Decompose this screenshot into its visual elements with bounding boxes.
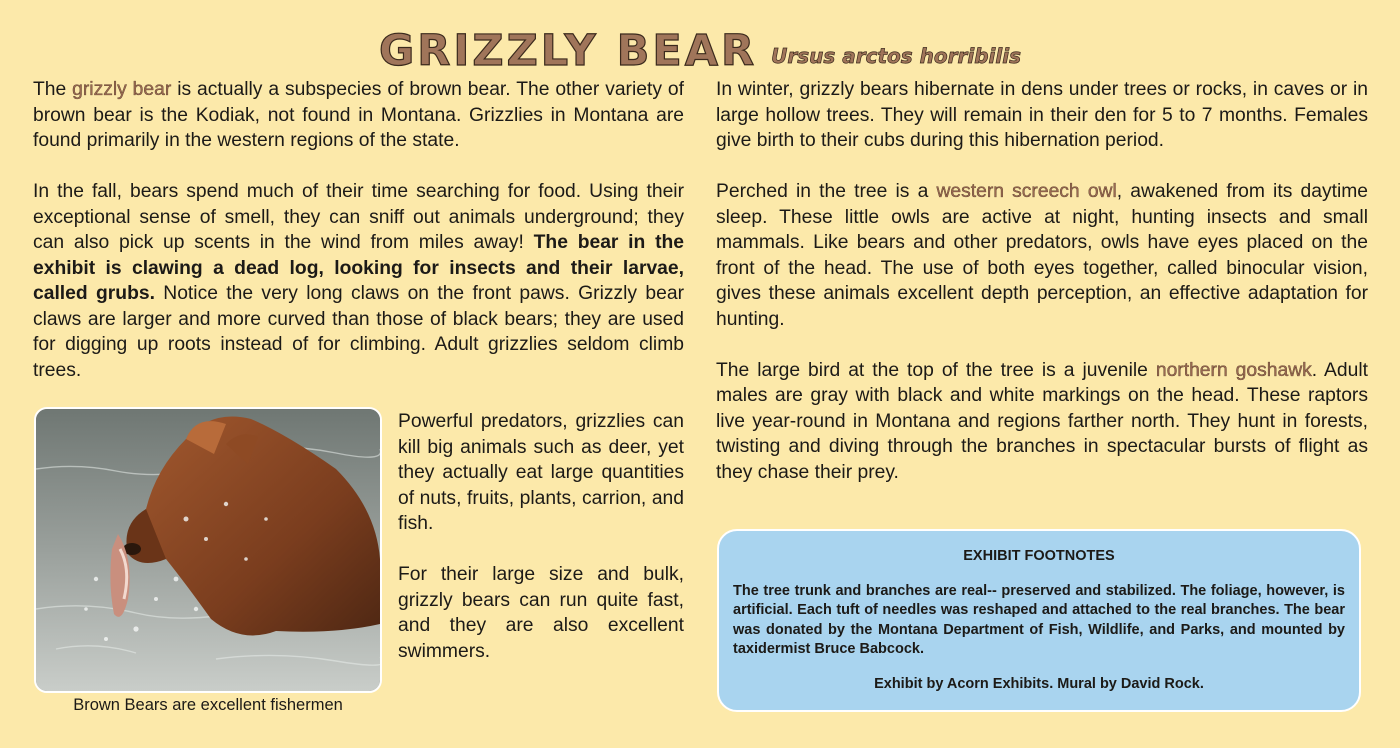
- exhibit-bold-text: The bear in the exhibit is clawing a dead log, looking for insects and their larvae, called grubs.: [33, 232, 684, 304]
- footnotes-body: The tree trunk and branches are real-- preserved and stabilized. The foliage, however, is artificial. Each tuft of needles was reshaped and attached to the real branches. The bear was donated by the Montana Department of Fish, Wildlife, and Parks, and mounted by taxidermist Bruce Babcock.: [733, 582, 1345, 657]
- owl-text-a: Perched in the tree is a: [716, 181, 937, 202]
- footnotes-credits: Exhibit by Acorn Exhibits. Mural by David Rock.: [874, 675, 1204, 692]
- owl-text-b: , awakened from its daytime sleep. These little owls are active at night, hunting insects and small mammals. Like bears and other predators, owls have eyes placed on the front of the head. The use of both eyes together, called binocular vision, gives these animals excellent depth perception, an effective adaptation for hunting.: [716, 181, 1369, 330]
- fall-text-a: In the fall, bears spend much of their time searching for food. Using their exceptional sense of smell, they can sniff out animals underground; they can also pick up scents in the wind from miles away!: [33, 181, 684, 253]
- left-column: [33, 77, 684, 383]
- intro-text-a: The: [33, 79, 73, 100]
- intro-text-b: is actually a subspecies of brown bear. The other variety of brown bear is the Kodiak, not found in Montana. Grizzlies in Montana are found primarily in the western regions of the state.: [33, 79, 684, 151]
- photo-caption: Brown Bears are excellent fishermen: [73, 696, 343, 714]
- screech-owl-highlight: western screech owl: [936, 181, 1117, 202]
- bear-fishing-image: [36, 409, 380, 691]
- goshawk-text-a: The large bird at the top of the tree is a juvenile: [716, 359, 1156, 381]
- predators-text: Powerful predators, grizzlies can kill big animals such as deer, yet they actually eat large quantities of nuts, fruits, plants, carrion, and fish.: [398, 411, 684, 534]
- winter-text: In winter, grizzly bears hibernate in dens under trees or rocks, in caves or in large hollow trees. They will remain in their den for 5 to 7 months. Females give birth to their cubs during this hibernation period.: [716, 79, 1368, 151]
- fall-text-b: Notice the very long claws on the front paws. Grizzly bear claws are larger and more curved than those of black bears; they are used for digging up roots instead of for climbing. Adult grizzlies seldom climb trees.: [33, 283, 684, 381]
- swimmers-text: For their large size and bulk, grizzly bears can run quite fast, and they are also excellent swimmers.: [398, 564, 684, 662]
- footnotes-title: EXHIBIT FOOTNOTES: [963, 548, 1115, 564]
- middle-column: [398, 409, 684, 664]
- bear-photo: [34, 407, 382, 693]
- goshawk-highlight: northern goshawk: [1155, 359, 1312, 381]
- grizzly-bear-highlight: grizzly bear: [72, 79, 172, 100]
- title-scientific-name: Ursus arctos horribilis: [771, 44, 1021, 68]
- goshawk-text-b: . Adult males are gray with black and white markings on the head. These raptors live year-round in Montana and regions farther north. They hunt in forests, twisting and diving through the branches in spectacular bursts of flight as they chase their prey.: [716, 359, 1368, 483]
- right-column: [716, 77, 1368, 485]
- exhibit-footnotes-box: [717, 529, 1361, 712]
- title-common-name: GRIZZLY BEAR: [379, 26, 758, 76]
- page-title: [0, 26, 1400, 76]
